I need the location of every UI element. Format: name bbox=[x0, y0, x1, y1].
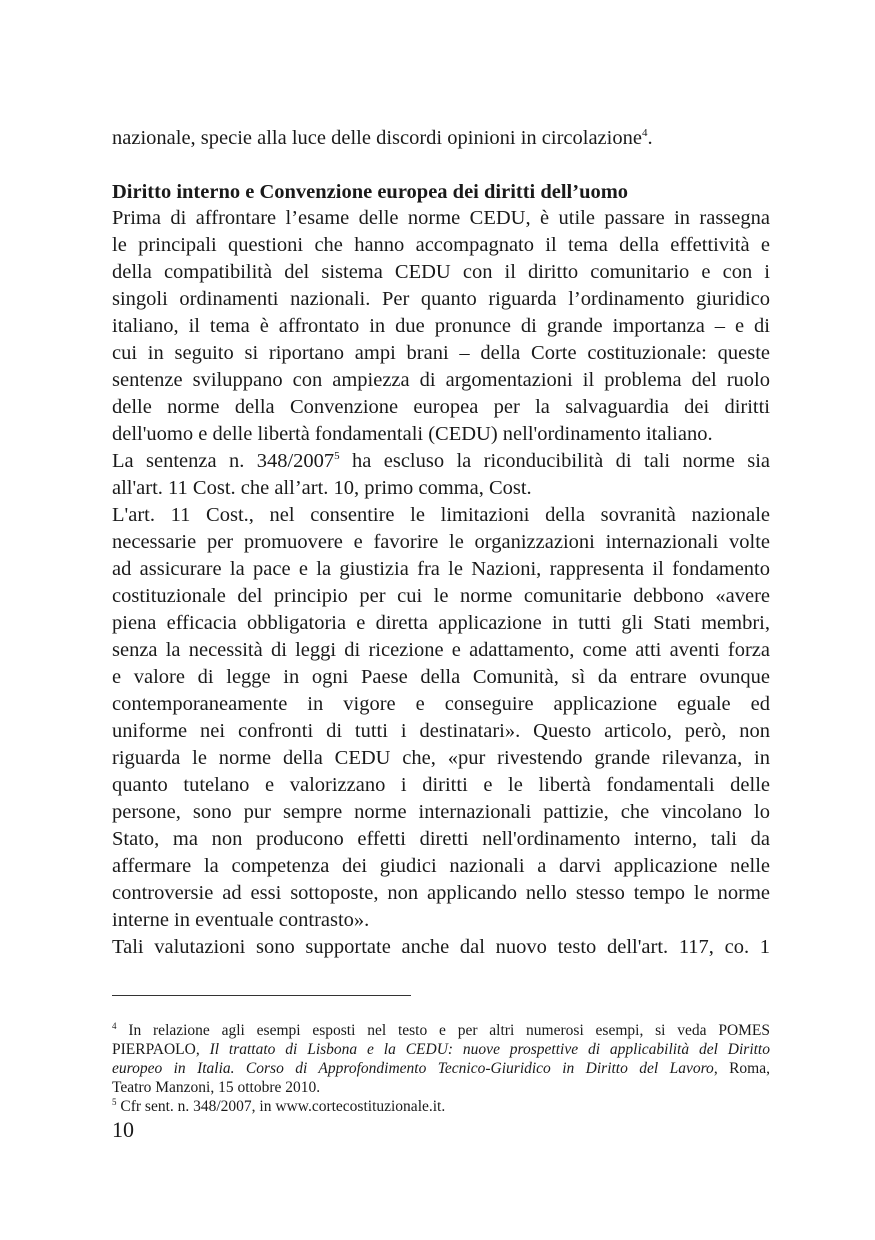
paragraph2-text: ha escluso la riconducibilità di tali norme sia bbox=[339, 450, 770, 472]
paragraph1-line: singoli ordinamenti nazionali. Per quanto riguarda l’ordinamento giuridico bbox=[112, 288, 770, 310]
opening-line-period: . bbox=[647, 127, 653, 149]
paragraph1-line: sentenze sviluppano con ampiezza di argomentazioni il problema del ruolo bbox=[112, 369, 770, 391]
paragraph1-line: dell'uomo e delle libertà fondamentali (CEDU) nell'ordinamento italiano. bbox=[112, 423, 713, 445]
paragraph1-line: della compatibilità del sistema CEDU con il diritto comunitario e con i bbox=[112, 261, 770, 283]
footnote-4-number: 4 bbox=[112, 1021, 117, 1031]
paragraph3-line: senza la necessità di leggi di ricezione e adattamento, come atti aventi forza bbox=[112, 639, 770, 661]
paragraph3-line: affermare la competenza dei giudici nazionali a darvi applicazione nelle bbox=[112, 855, 770, 877]
paragraph1-line: delle norme della Convenzione europea per la salvaguardia dei diritti bbox=[112, 396, 770, 418]
footnote-4-place: , Roma, bbox=[713, 1060, 770, 1077]
footnote-ref-5[interactable]: 5 bbox=[334, 450, 340, 462]
paragraph4-line: Tali valutazioni sono supportate anche dal nuovo testo dell'art. 117, co. 1 bbox=[112, 936, 770, 958]
footnote-4-line bbox=[112, 1059, 770, 1078]
paragraph1-line: Prima di affrontare l’esame delle norme CEDU, è utile passare in rassegna bbox=[112, 207, 770, 229]
paragraph2-line bbox=[112, 448, 770, 474]
footnote-5-number: 5 bbox=[112, 1097, 117, 1107]
paragraph3-line: contemporaneamente in vigore e conseguire applicazione eguale ed bbox=[112, 693, 770, 715]
paragraph3-line: L'art. 11 Cost., nel consentire le limitazioni della sovranità nazionale bbox=[112, 504, 770, 526]
paragraph3-line: uniforme nei confronti di tutti i destinatari». Questo articolo, però, non bbox=[112, 720, 770, 742]
paragraph3-line: e valore di legge in ogni Paese della Comunità, sì da entrare ovunque bbox=[112, 666, 770, 688]
paragraph3-line: riguarda le norme della CEDU che, «pur rivestendo grande rilevanza, in bbox=[112, 747, 770, 769]
paragraph3-line: necessarie per promuovere e favorire le organizzazioni internazionali volte bbox=[112, 531, 770, 553]
footnote-5-text: Cfr sent. n. 348/2007, in www.cortecostituzionale.it. bbox=[120, 1098, 446, 1115]
section-heading: Diritto interno e Convenzione europea dei diritti dell’uomo bbox=[112, 181, 629, 203]
footnote-4-line: Teatro Manzoni, 15 ottobre 2010. bbox=[112, 1079, 321, 1096]
paragraph3-line: quanto tutelano e valorizzano i diritti e le libertà fondamentali delle bbox=[112, 774, 770, 796]
paragraph3-line: persone, sono pur sempre norme internazionali pattizie, che vincolano lo bbox=[112, 801, 770, 823]
paragraph3-line: interne in eventuale contrasto». bbox=[112, 909, 370, 931]
paragraph3-line: controversie ad essi sottoposte, non applicando nello stesso tempo le norme bbox=[112, 882, 770, 904]
opening-line bbox=[112, 125, 770, 151]
footnote-4-line bbox=[112, 1021, 770, 1040]
paragraph3-line: costituzionale del principio per cui le norme comunitarie debbono «avere bbox=[112, 585, 770, 607]
footnote-4-title: Il trattato di Lisbona e la CEDU: nuove prospettive di applicabilità del Diritto bbox=[209, 1041, 770, 1058]
opening-line-text: nazionale, specie alla luce delle discordi opinioni in circolazione bbox=[112, 127, 642, 149]
paragraph1-line: le principali questioni che hanno accompagnato il tema della effettività e bbox=[112, 234, 770, 256]
page-number: 10 bbox=[112, 1117, 134, 1142]
paragraph2-line: all'art. 11 Cost. che all’art. 10, primo comma, Cost. bbox=[112, 477, 532, 499]
footnote-4-title: europeo in Italia. Corso di Approfondimento Tecnico-Giuridico in Diritto del Lavoro bbox=[112, 1060, 714, 1077]
paragraph1-line: cui in seguito si riportano ampi brani – della Corte costituzionale: queste bbox=[112, 342, 770, 364]
paragraph3-line: piena efficacia obbligatoria e diretta applicazione in tutti gli Stati membri, bbox=[112, 612, 770, 634]
footnote-4-line bbox=[112, 1040, 770, 1059]
footnote-4-text: In relazione agli esempi esposti nel testo e per altri numerosi esempi, si veda POMES bbox=[128, 1022, 771, 1039]
footnote-separator bbox=[112, 995, 411, 996]
paragraph3-line: Stato, ma non producono effetti diretti nell'ordinamento interno, tali da bbox=[112, 828, 770, 850]
paragraph3-line: ad assicurare la pace e la giustizia fra le Nazioni, rappresenta il fondamento bbox=[112, 558, 770, 580]
footnote-ref-4[interactable]: 4 bbox=[641, 127, 648, 139]
paragraph2-text: La sentenza n. 348/2007 bbox=[112, 450, 335, 472]
footnote-4-author: PIERPAOLO, bbox=[112, 1041, 210, 1058]
footnote-5-line bbox=[112, 1097, 770, 1116]
paragraph1-line: italiano, il tema è affrontato in due pronunce di grande importanza – e di bbox=[112, 315, 770, 337]
